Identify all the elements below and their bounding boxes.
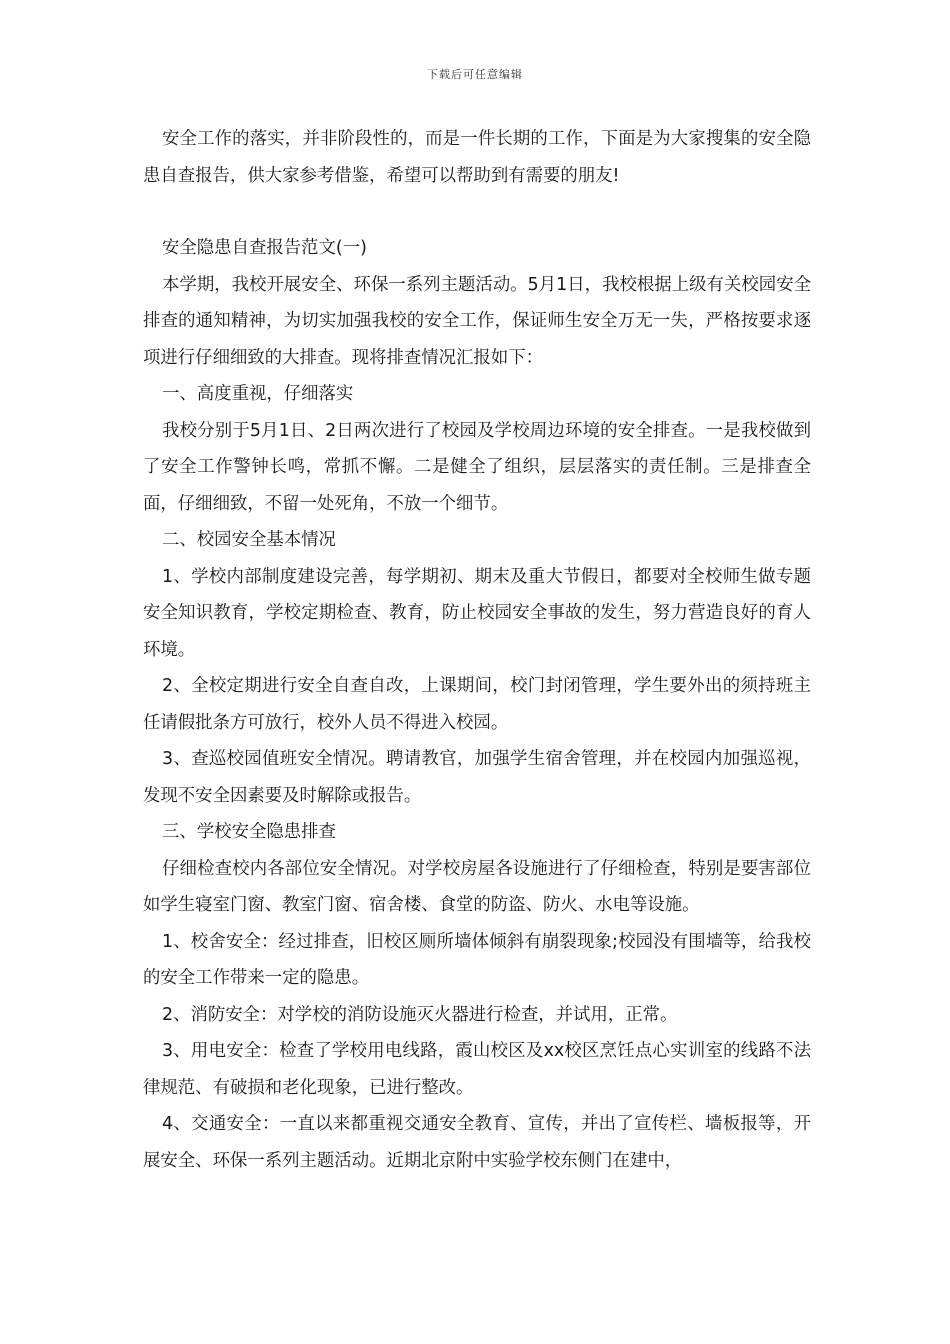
item-traffic-safety: 4、交通安全：一直以来都重视交通安全教育、宣传，并出了宣传栏、墙板报等，开展安全、环保一系列主题活动。近期北京附中实验学校东侧门在建中， [143, 1114, 811, 1171]
paragraph-check: 仔细检查校内各部位安全情况。对学校房屋各设施进行了仔细检查，特别是要害部位如学生寝室门窗、教室门窗、宿舍楼、食堂的防盗、防火、水电等设施。 [143, 858, 811, 915]
item-building-safety: 1、校舍安全：经过排查，旧校区厕所墙体倾斜有崩裂现象;校园没有围墙等，给我校的安全工作带来一定的隐患。 [143, 931, 811, 988]
heading-three: 三、学校安全隐患排查 [162, 822, 336, 842]
item-three: 3、查巡校园值班安全情况。聘请教官，加强学生宿舍管理，并在校园内加强巡视，发现不安全因素要及时解除或报告。 [143, 749, 811, 806]
item-electric-safety: 3、用电安全：检查了学校用电线路，霞山校区及xx校区烹饪点心实训室的线路不法律规范、有破损和老化现象，已进行整改。 [143, 1041, 811, 1098]
section-title: 安全隐患自查报告范文(一) [162, 238, 367, 258]
document-body [143, 121, 811, 1179]
item-two: 2、全校定期进行安全自查自改，上课期间，校门封闭管理，学生要外出的须持班主任请假批条方可放行，校外人员不得进入校园。 [143, 676, 811, 733]
item-one: 1、学校内部制度建设完善，每学期初、期末及重大节假日，都要对全校师生做专题安全知识教育，学校定期检查、教育，防止校园安全事故的发生，努力营造良好的育人环境。 [143, 566, 811, 660]
paragraph-opening: 本学期，我校开展安全、环保一系列主题活动。5月1日，我校根据上级有关校园安全排查的通知精神，为切实加强我校的安全工作，保证师生安全万无一失，严格按要求逐项进行仔细细致的大排查。现将排查情况汇报如下： [143, 274, 811, 368]
heading-two: 二、校园安全基本情况 [162, 530, 336, 550]
heading-one: 一、高度重视，仔细落实 [162, 384, 354, 404]
page-header-note: 下载后可任意编辑 [427, 68, 523, 81]
item-fire-safety: 2、消防安全：对学校的消防设施灭火器进行检查，并试用，正常。 [162, 1004, 678, 1025]
intro-paragraph: 安全工作的落实，并非阶段性的，而是一件长期的工作，下面是为大家搜集的安全隐患自查报告，供大家参考借鉴，希望可以帮助到有需要的朋友! [143, 129, 811, 186]
paragraph-inspection: 我校分别于5月1日、2日两次进行了校园及学校周边环境的安全排查。一是我校做到了安全工作警钟长鸣，常抓不懈。二是健全了组织，层层落实的责任制。三是排查全面，仔细细致，不留一处死角，不放一个细节。 [143, 420, 811, 514]
